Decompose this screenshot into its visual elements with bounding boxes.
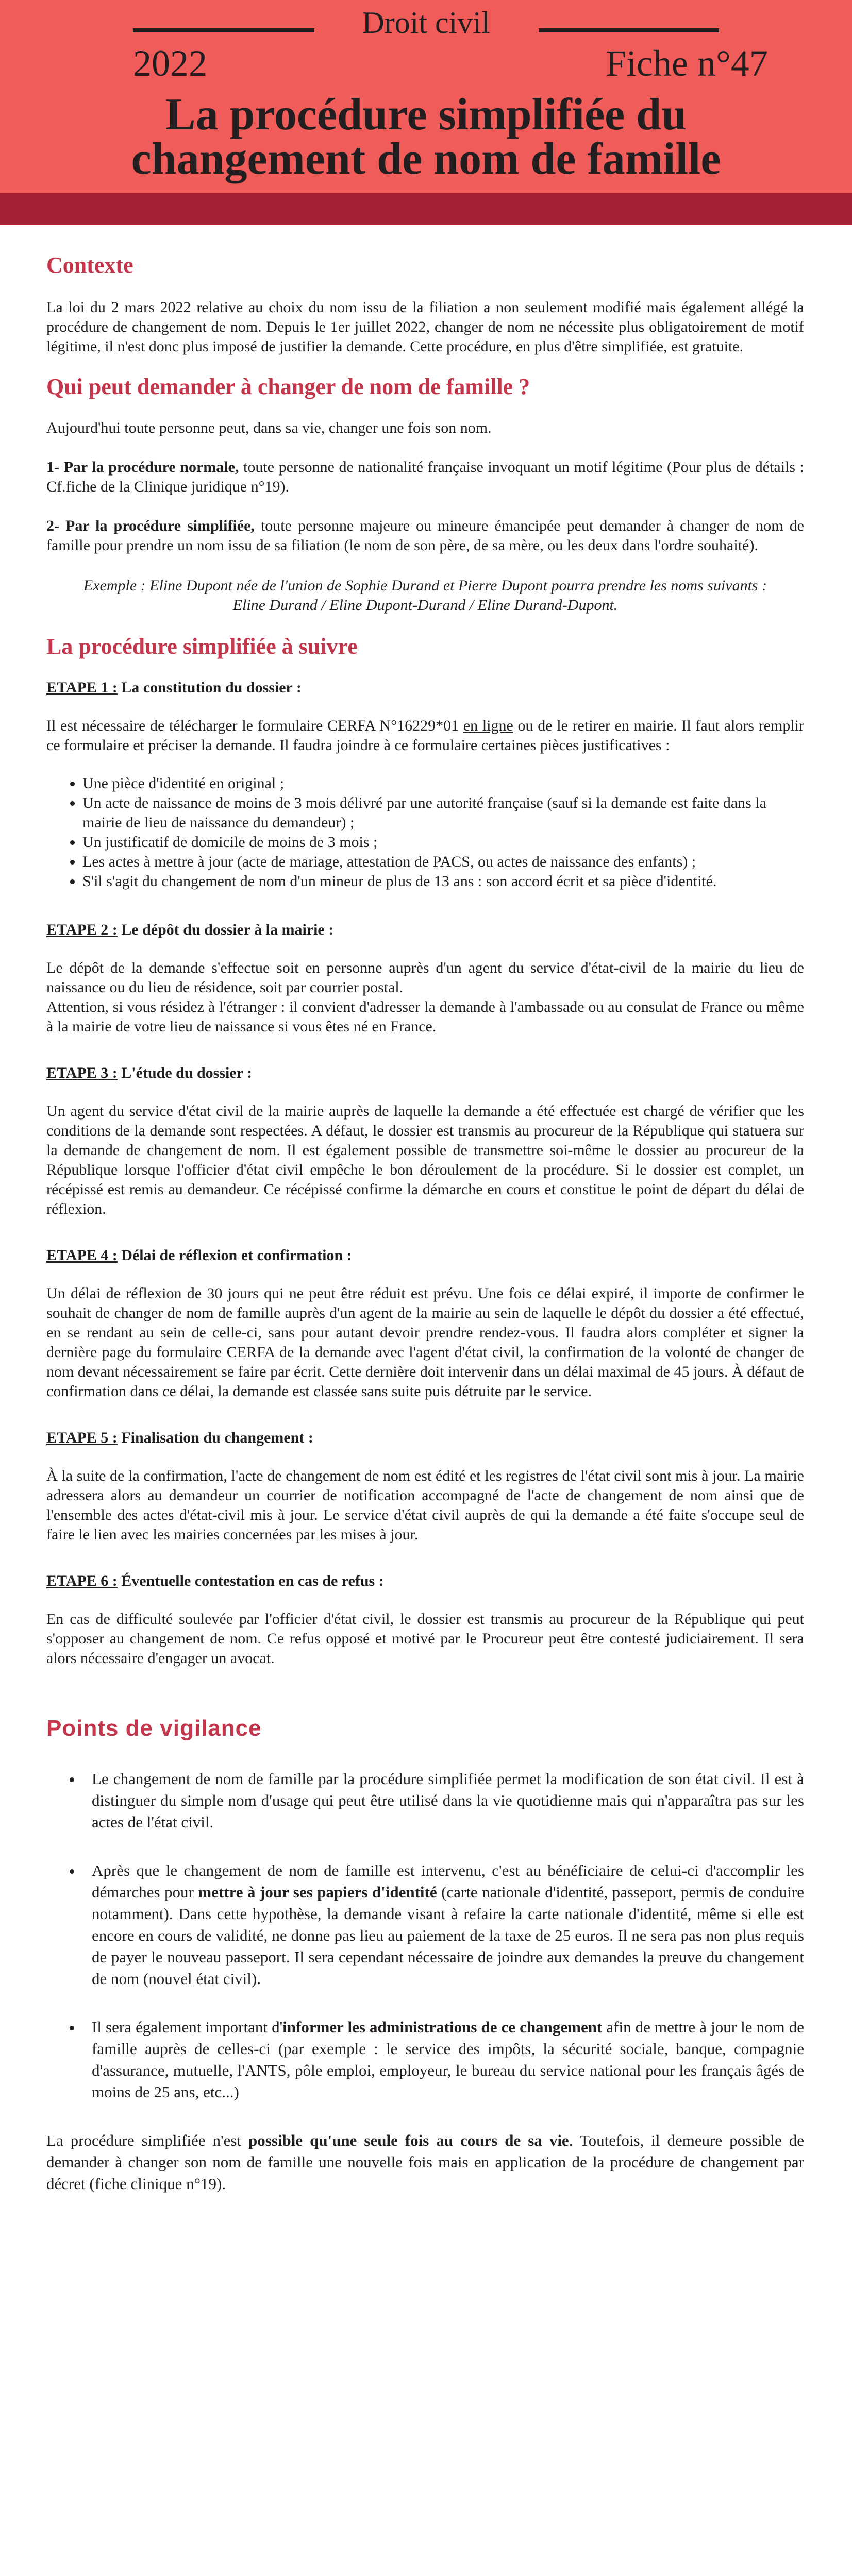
section-heading-procedure: La procédure simplifiée à suivre [46, 634, 358, 659]
title-line-2: changement de nom de famille [131, 134, 721, 184]
vigilance-item2-a: Après que le changement de nom de famille est intervenu, c'est au bénéficiaire de celui-ci d'accomplir les démarches pour [92, 1861, 804, 1901]
step-2-text-2: Attention, si vous résidez à l'étranger : il convient d'adresser la demande à l'ambassade ou au consulat de France ou même à la mairie de votre lieu de naissance si vous êtes né en France. [46, 998, 804, 1035]
qui-procedure-normale [46, 457, 804, 497]
step-1-text-a: Il est nécessaire de télécharger le formulaire CERFA N°16229*01 [46, 717, 463, 734]
step-1-documents-list [46, 774, 804, 891]
contexte-text: La loi du 2 mars 2022 relative au choix du nom issu de la filiation a non seulement modifié mais également allégé la procédure de changement de nom. Depuis le 1er juillet 2022, changer de nom ne nécessite plus obligatoirement de motif légitime, il n'est donc plus imposé de justifier la demande. Cette procédure, en plus d'être simplifiée, est gratuite. [46, 299, 804, 355]
step-1-text [46, 716, 804, 755]
vigilance-item3-a: Il sera également important d' [92, 2018, 283, 2036]
step-4-heading [46, 1246, 804, 1265]
step-6-heading [46, 1571, 804, 1591]
vigilance-item2-b: (carte nationale d'identité, passeport, permis de conduire notamment). Dans cette hypothèse, la demande visant à refaire la carte nationale d'identité, même si elle est encore en cours de validité, ne donne pas lieu au paiement de la taxe de 25 euros. Il ne sera pas non plus requis de payer le nouveau passeport. Il sera cependant nécessaire de joindre aux demandes la preuve du changement de nom (nouvel état civil). [92, 1883, 804, 1988]
section-heading-qui: Qui peut demander à changer de nom de famille ? [46, 374, 530, 399]
list-item [82, 2016, 804, 2103]
qui-p1-text: toute personne de nationalité française invoquant un motif légitime (Pour plus de détails : Cf.fiche de la Clinique juridique n°19). [46, 459, 804, 495]
step-2-label: ETAPE 2 : [46, 921, 118, 938]
vigilance-closing [46, 2130, 804, 2195]
cerfa-online-link[interactable]: en ligne [463, 717, 513, 734]
vigilance-item3-b: afin de mettre à jour le nom de famille auprès de celles-ci (par exemple : le service des impôts, la sécurité sociale, banque, compagnie d'assurance, mutuelle, l'ANTS, pôle emploi, employeur, le bureau du service national pour les français âgés de moins de 25 ans, etc...) [92, 2018, 804, 2101]
step-5-title: Finalisation du changement : [117, 1429, 313, 1446]
qui-procedure-simplifiee [46, 516, 804, 555]
list-item: • Le changement de nom de famille par la procédure simplifiée permet la modification de son état civil. Il est à distinguer du simple nom d'usage qui peut être utilisé dans la vie quotidienne mais qui n'apparaîtra pas sur les actes de l'état civil. [82, 1768, 804, 1833]
step-6-text: En cas de difficulté soulevée par l'officier d'état civil, le dossier est transmis au procureur de la République qui peut s'opposer au changement de nom. Ce refus opposé et motivé par le Procureur peut être contesté judiciairement. Il sera alors nécessaire d'engager un avocat. [46, 1611, 804, 1667]
header-year: 2022 [133, 43, 207, 84]
list-item: • Un acte de naissance de moins de 3 mois délivré par une autorité française (sauf si la demande est faite dans la mairie de lieu de naissance du demandeur) ; [82, 793, 804, 833]
qui-p2-text: toute personne majeure ou mineure émancipée peut demander à changer de nom de famille pour prendre un nom issu de sa filiation (le nom de son père, de sa mère, ou les deux dans l'ordre souhaité). [46, 517, 804, 554]
step-2-title: Le dépôt du dossier à la mairie : [117, 921, 334, 938]
step-3-text: Un agent du service d'état civil de la mairie auprès de laquelle la demande a été effectuée est chargé de vérifier que les conditions de la demande sont respectées. A défaut, le dossier est transmis au procureur de la République qui statuera sur la demande de changement de nom. Il est également possible de transmettre soi-même le dossier au procureur de la République lorsque l'officier d'état civil empêche le bon déroulement de la procédure. Si le dossier est complet, un récépissé est remis au demandeur. Ce récépissé confirme la démarche en cours et constitue le point de départ du délai de réflexion. [46, 1103, 804, 1217]
section-heading-vigilance: Points de vigilance [46, 1716, 262, 1741]
step-5-heading [46, 1428, 804, 1448]
step-5-label: ETAPE 5 : [46, 1429, 118, 1446]
qui-p2-bold: 2- Par la procédure simplifiée, [46, 517, 255, 534]
step-3-title: L'étude du dossier : [117, 1064, 252, 1081]
header-fiche-number: Fiche n°47 [606, 43, 768, 84]
list-item [82, 1860, 804, 1990]
closing-a: La procédure simplifiée n'est [46, 2131, 249, 2149]
vigilance-item2-bold: mettre à jour ses papiers d'identité [198, 1883, 437, 1901]
vigilance-item3-bold: informer les administrations de ce changement [282, 2018, 603, 2036]
step-6-title: Éventuelle contestation en cas de refus : [117, 1572, 384, 1589]
step-1-heading [46, 678, 804, 698]
qui-intro: Aujourd'hui toute personne peut, dans sa vie, changer une fois son nom. [46, 419, 492, 436]
closing-bold: possible qu'une seule fois au cours de sa vie [248, 2131, 569, 2149]
step-6-label: ETAPE 6 : [46, 1572, 118, 1589]
step-5-text: À la suite de la confirmation, l'acte de changement de nom est édité et les registres de l'état civil sont mis à jour. La mairie adressera alors au demandeur un courrier de notification accompagné de l'acte de changement de nom ainsi que de l'ensemble des actes d'état-civil mis à jour. Le service d'état civil auprès de qui la demande a été faite s'occupe seul de faire le lien avec les mairies concernées par les mises à jour. [46, 1467, 804, 1543]
step-1-text-b: ou de le retirer en mairie. Il faut alors remplir ce formulaire et préciser la demande. Il faudra joindre à ce formulaire certaines pièces justificatives : [46, 717, 804, 754]
step-4-title: Délai de réflexion et confirmation : [117, 1247, 352, 1264]
step-3-label: ETAPE 3 : [46, 1064, 118, 1081]
list-item: • Un justificatif de domicile de moins de 3 mois ; [82, 833, 804, 852]
section-heading-contexte: Contexte [46, 252, 133, 278]
qui-example: Exemple : Eline Dupont née de l'union de Sophie Durand et Pierre Dupont pourra prendre les noms suivants : Eline Durand / Eline Dupont-Durand / Eline Durand-Dupont. [83, 577, 767, 614]
step-3-heading [46, 1063, 804, 1083]
main-content [46, 252, 804, 2195]
step-1-label: ETAPE 1 : [46, 679, 118, 696]
qui-p1-bold: 1- Par la procédure normale, [46, 459, 239, 476]
list-item: • S'il s'agit du changement de nom d'un mineur de plus de 13 ans : son accord écrit et sa pièce d'identité. [82, 872, 804, 891]
page-header [0, 0, 852, 193]
list-item: • Une pièce d'identité en original ; [82, 774, 804, 793]
header-topic: Droit civil [362, 6, 490, 40]
list-item: • Les actes à mettre à jour (acte de mariage, attestation de PACS, ou actes de naissance des enfants) ; [82, 852, 804, 872]
vigilance-list [46, 1768, 804, 2103]
page-title [0, 90, 852, 184]
step-4-text: Un délai de réflexion de 30 jours qui ne peut être réduit est prévu. Une fois ce délai expiré, il importe de confirmer le souhait de changer de nom de famille auprès d'un agent de la mairie au sein de laquelle le dépôt du dossier a été effectué, en se rendant au sein de celle-ci, sans pour autant devoir prendre rendez-vous. Il faudra alors compléter et signer la dernière page du formulaire CERFA de la demande avec l'agent d'état civil, la confirmation de la volonté de changer de nom devant nécessairement se faire par écrit. Cette dernière doit intervenir dans un délai maximal de 45 jours. À défaut de confirmation dans ce délai, la demande est classée sans suite puis détruite par le service. [46, 1285, 804, 1400]
header-band [0, 193, 852, 225]
step-2-heading [46, 920, 804, 940]
step-4-label: ETAPE 4 : [46, 1247, 118, 1264]
step-2-text-1: Le dépôt de la demande s'effectue soit en personne auprès d'un agent du service d'état-civil de la mairie du lieu de naissance ou du lieu de résidence, soit par courrier postal. [46, 959, 804, 996]
title-line-1: La procédure simplifiée du [165, 90, 687, 140]
closing-b: . Toutefois, il demeure possible de demander à changer son nom de famille une nouvelle fois mais en application de la procédure de changement par décret (fiche clinique n°19). [46, 2131, 804, 2193]
step-1-title: La constitution du dossier : [117, 679, 302, 696]
